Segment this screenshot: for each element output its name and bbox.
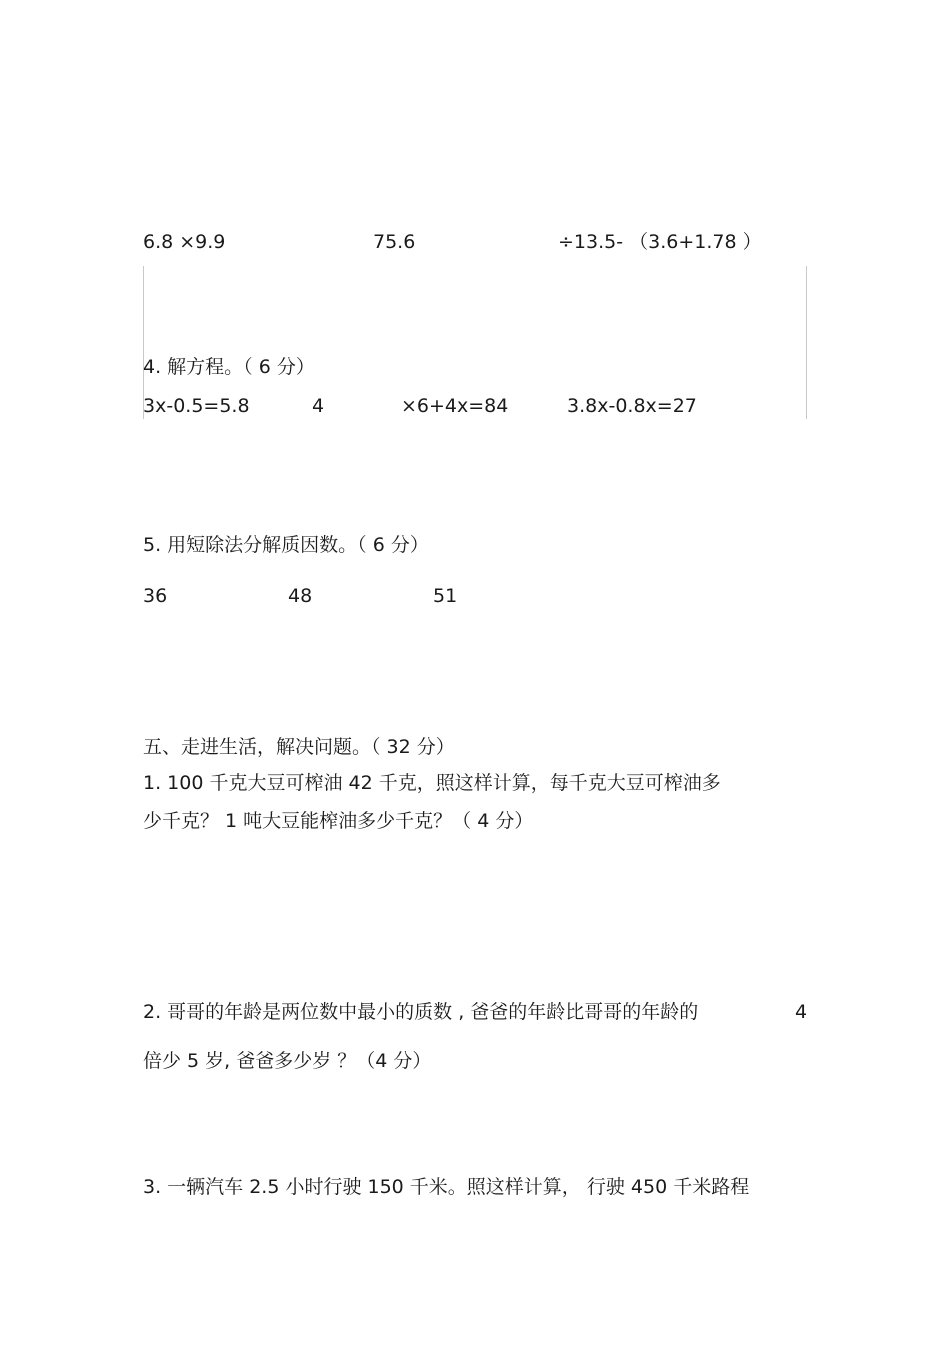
equation-1: 3x-0.5=5.8: [143, 395, 250, 417]
question-2-line-2: 倍少 5 岁, 爸爸多少岁 ？（4 分）: [143, 1050, 432, 1072]
calc-expression-c: ÷13.5- （3.6+1.78 ）: [558, 231, 762, 253]
question-1-line-2: 少千克？ 1 吨大豆能榨油多少千克？（ 4 分）: [143, 810, 534, 832]
equation-3: 3.8x-0.8x=27: [567, 395, 697, 417]
factor-number-48: 48: [288, 585, 313, 607]
question-3-line-1: 3. 一辆汽车 2.5 小时行驶 150 千米。照这样计算， 行驶 450 千米路程: [143, 1176, 750, 1198]
part-5-title: 五、走进生活，解决问题。（ 32 分）: [143, 736, 455, 758]
question-1-line-1: 1. 100 千克大豆可榨油 42 千克，照这样计算，每千克大豆可榨油多: [143, 772, 721, 794]
factor-number-36: 36: [143, 585, 168, 607]
equation-2-rest: ×6+4x=84: [401, 395, 509, 417]
section-5-title: 5. 用短除法分解质因数。（ 6 分）: [143, 534, 429, 556]
question-2-line-1-number: 4: [795, 1001, 808, 1023]
factor-number-51: 51: [433, 585, 458, 607]
question-2-line-1: 2. 哥哥的年龄是两位数中最小的质数 , 爸爸的年龄比哥哥的年龄的: [143, 1001, 699, 1023]
section-4-title: 4. 解方程。（ 6 分）: [143, 356, 315, 378]
calc-expression-b: 75.6: [373, 231, 416, 253]
calc-expression-a: 6.8 ×9.9: [143, 231, 226, 253]
right-border-line: [806, 266, 807, 419]
equation-2-coefficient: 4: [312, 395, 325, 417]
